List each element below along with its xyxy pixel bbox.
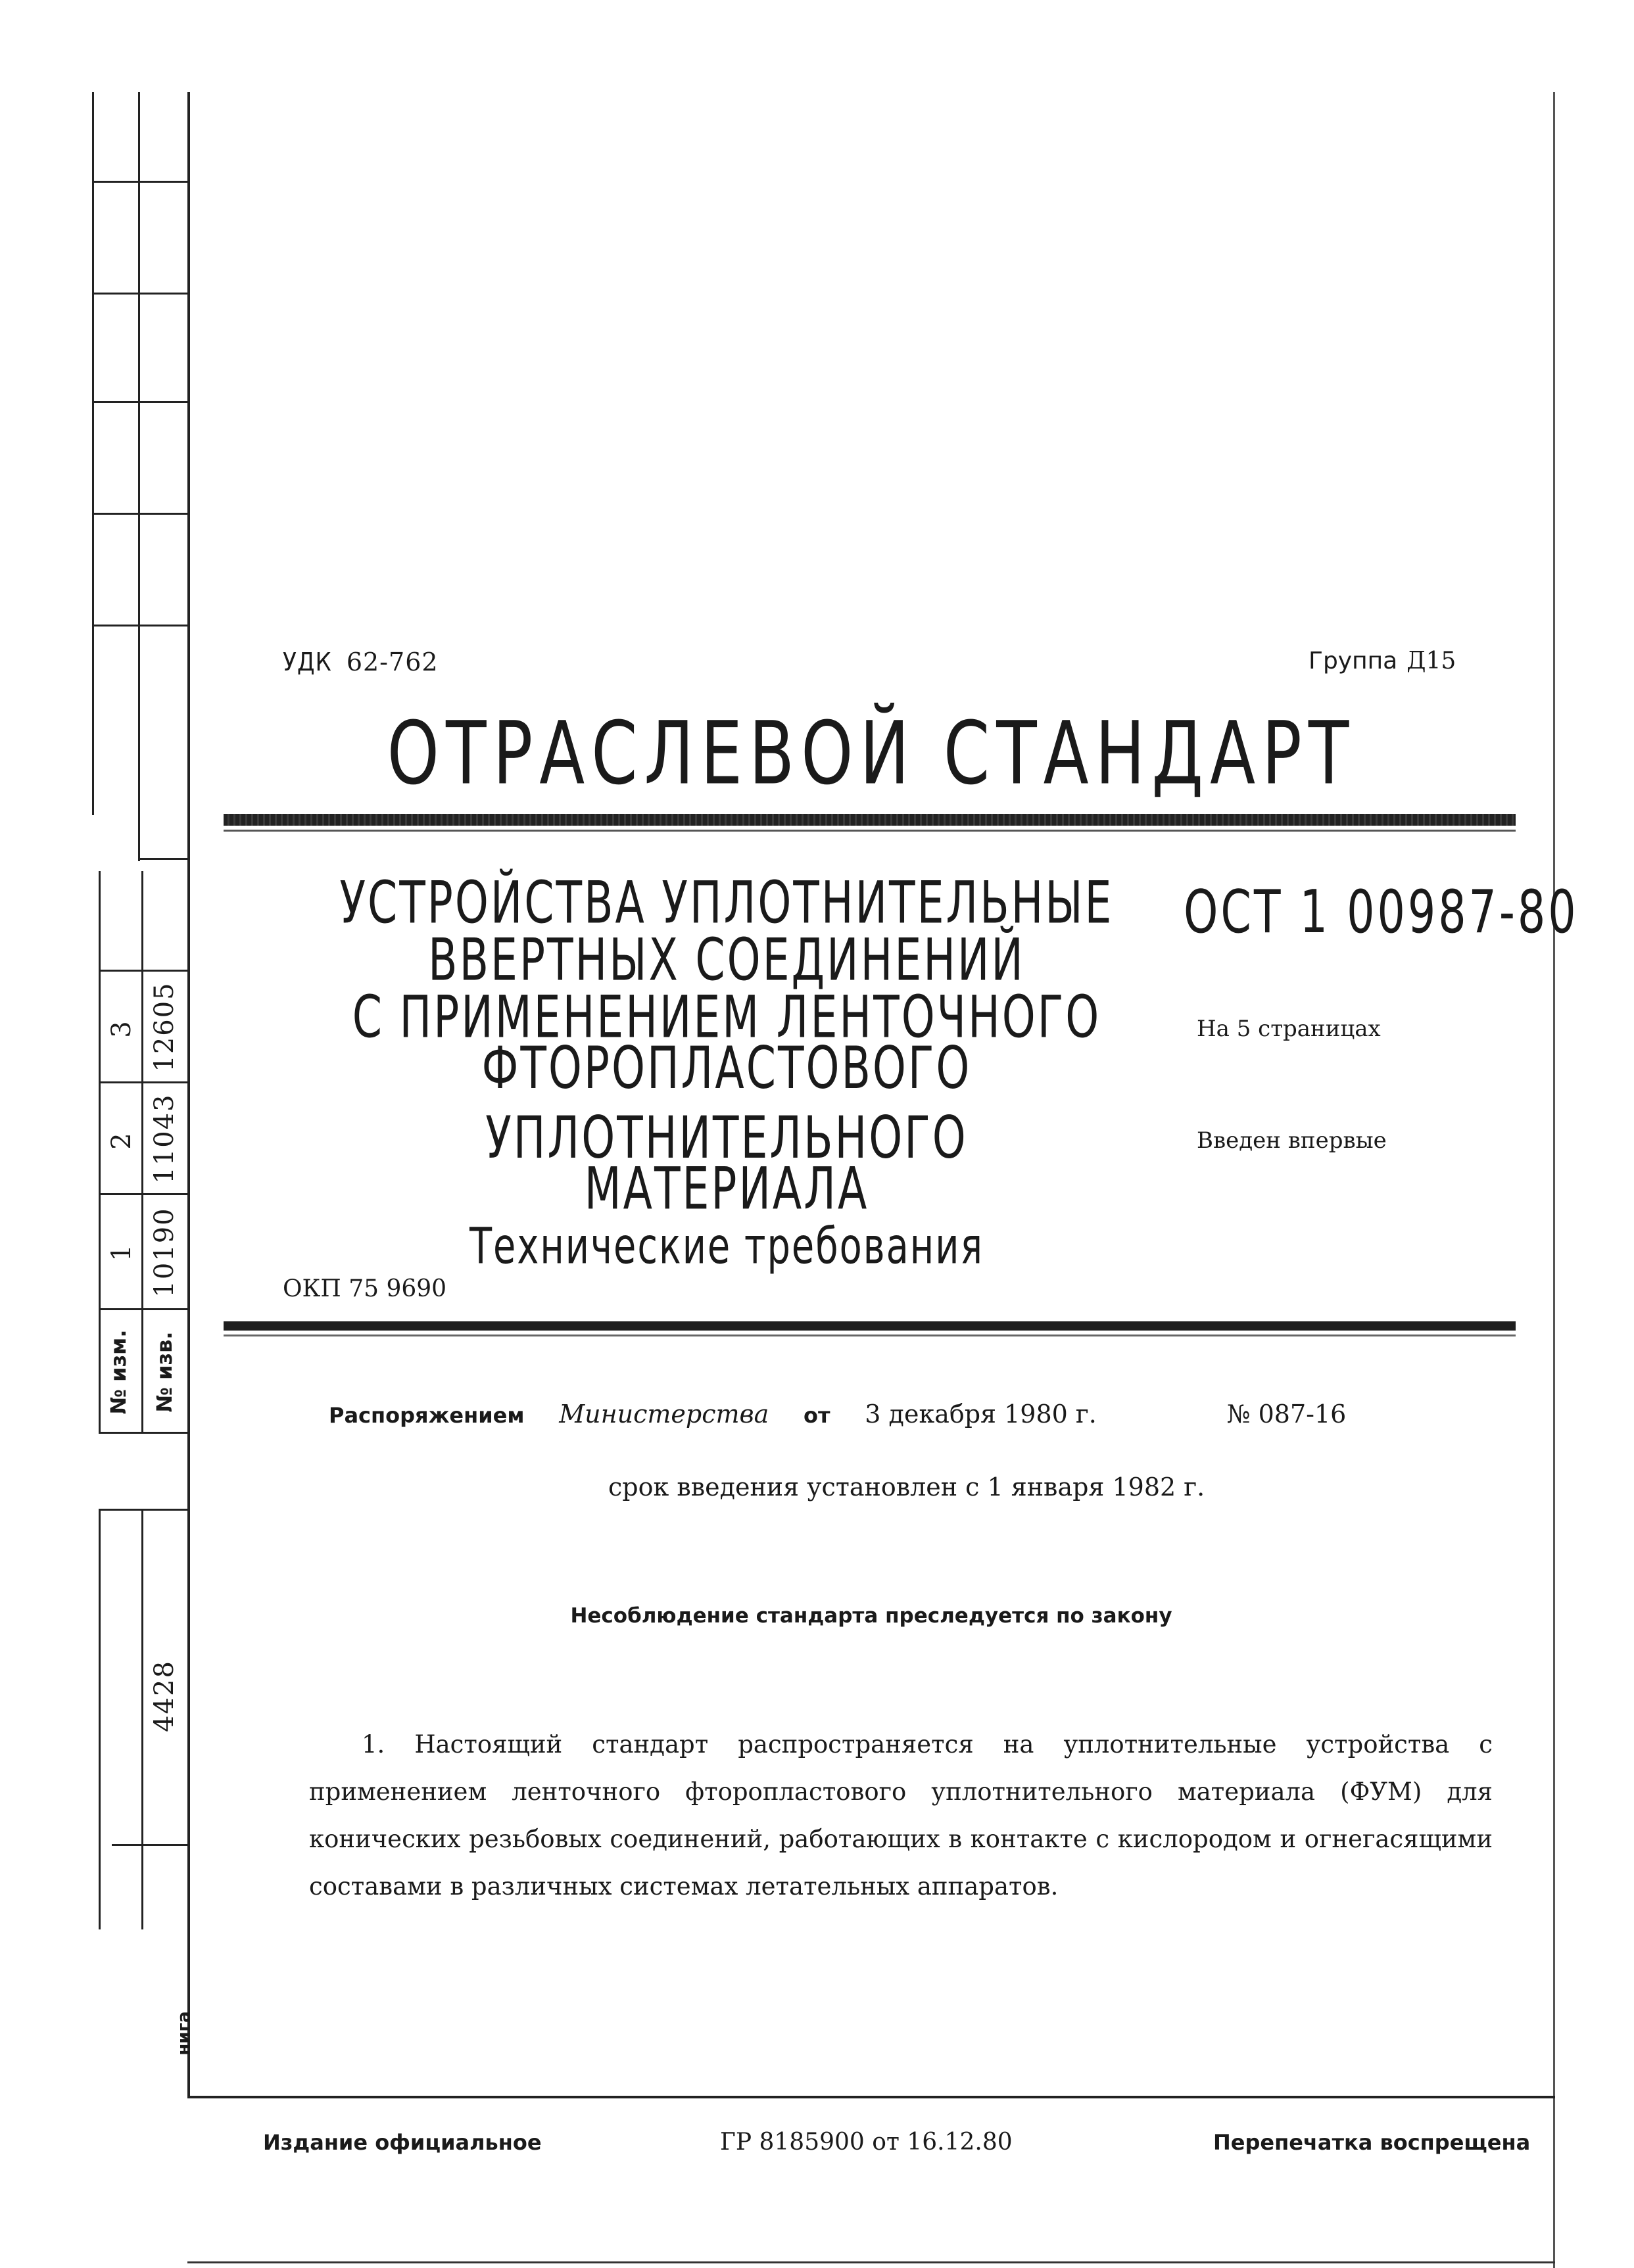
frame-bottom-border bbox=[187, 2096, 1555, 2098]
strip-line bbox=[138, 92, 140, 861]
group-code bbox=[1309, 648, 1456, 674]
edition-label: Издание официальное bbox=[263, 2130, 542, 2155]
title-line-1: УСТРОЙСТВА УПЛОТНИТЕЛЬНЫЕ bbox=[339, 868, 1114, 937]
title-line-5: МАТЕРИАЛА bbox=[584, 1154, 869, 1223]
order-label: Распоряжением bbox=[329, 1403, 525, 1428]
strip-line bbox=[141, 871, 143, 1433]
order-number: № 087-16 bbox=[1226, 1400, 1347, 1429]
document-subtitle: Технические требования bbox=[469, 1216, 984, 1276]
strip-line bbox=[92, 92, 94, 815]
order-authority: Министерства bbox=[559, 1400, 769, 1429]
page-count: На 5 страницах bbox=[1197, 1016, 1381, 1042]
notice-number-2: 11043 bbox=[149, 1093, 180, 1184]
strip-line bbox=[141, 1509, 143, 1929]
legal-warning: Несоблюдение стандарта преследуется по закону bbox=[570, 1604, 1172, 1628]
standard-type-title: ОТРАСЛЕВОЙ СТАНДАРТ bbox=[387, 703, 1356, 805]
title-line-3: С ПРИМЕНЕНИЕМ ЛЕНТОЧНОГО bbox=[352, 983, 1101, 1051]
frame-left-border bbox=[187, 92, 190, 2097]
strip-row-line bbox=[92, 513, 187, 515]
notice-number-1: 10190 bbox=[149, 1207, 180, 1298]
group-label: Группа bbox=[1309, 648, 1398, 674]
paragraph-1-text: 1. Настоящий стандарт распространяется на уплотнительные устройства с применением ленточного фторопластового уплотнительного материала (ФУМ) для конических резьбовых соединений, работающих в контакте с кислородом и огнегасящими составами в различных системах летательных аппаратов. bbox=[309, 1730, 1493, 1901]
strip-row-line bbox=[112, 1844, 187, 1846]
strip-row-line bbox=[99, 1081, 187, 1083]
order-line bbox=[329, 1399, 1346, 1429]
change-number-1: 1 bbox=[107, 1243, 137, 1262]
udk-label: УДК bbox=[283, 648, 332, 676]
strip-row-line bbox=[92, 181, 187, 183]
udk-code bbox=[283, 648, 439, 676]
change-number-2: 2 bbox=[107, 1131, 137, 1150]
reprint-notice: Перепечатка воспрещена bbox=[1213, 2130, 1531, 2155]
book-label: нига bbox=[174, 2011, 194, 2056]
strip-row-line bbox=[99, 1308, 187, 1310]
title-rule-thin bbox=[224, 1335, 1516, 1336]
header-rule-thick bbox=[224, 814, 1516, 826]
strip-row-line bbox=[92, 293, 187, 295]
strip-row-line bbox=[99, 1509, 187, 1511]
udk-number: 62-762 bbox=[346, 648, 439, 676]
change-number-label: № изм. bbox=[106, 1329, 131, 1415]
strip-row-line bbox=[138, 858, 187, 860]
notice-number-3: 12605 bbox=[149, 981, 180, 1072]
header-rule-thin bbox=[224, 830, 1516, 832]
title-line-2: ВВЕРТНЫХ СОЕДИНЕНИЙ bbox=[428, 926, 1025, 994]
strip-row-line bbox=[99, 970, 187, 972]
strip-line bbox=[99, 1509, 101, 1929]
notice-number-label: № изв. bbox=[152, 1331, 177, 1413]
frame-right-border bbox=[1553, 92, 1555, 2268]
page-bottom-line bbox=[187, 2261, 1555, 2263]
group-number: Д15 bbox=[1406, 648, 1456, 674]
order-from-label: от bbox=[804, 1403, 830, 1428]
title-rule-thick bbox=[224, 1321, 1516, 1331]
strip-row-line bbox=[99, 1193, 187, 1195]
strip-row-line bbox=[99, 1432, 187, 1434]
strip-line bbox=[99, 871, 101, 1433]
effective-term: срок введения установлен с 1 января 1982 г. bbox=[608, 1473, 1205, 1501]
paragraph-1 bbox=[309, 1721, 1493, 1910]
registration-number: ГР 8185900 от 16.12.80 bbox=[720, 2129, 1013, 2156]
strip-row-line bbox=[92, 401, 187, 403]
okp-code: ОКП 75 9690 bbox=[283, 1275, 447, 1302]
inventory-number: 4428 bbox=[149, 1660, 180, 1732]
document-title bbox=[276, 868, 1177, 1276]
ost-number: ОСТ 1 00987-80 bbox=[1184, 878, 1579, 947]
title-line-4: ФТОРОПЛАСТОВОГО УПЛОТНИТЕЛЬНОГО bbox=[481, 1034, 972, 1171]
change-number-3: 3 bbox=[107, 1020, 137, 1038]
strip-row-line bbox=[92, 625, 187, 626]
order-date: 3 декабря 1980 г. bbox=[865, 1400, 1097, 1429]
introduced-status: Введен впервые bbox=[1197, 1127, 1387, 1154]
